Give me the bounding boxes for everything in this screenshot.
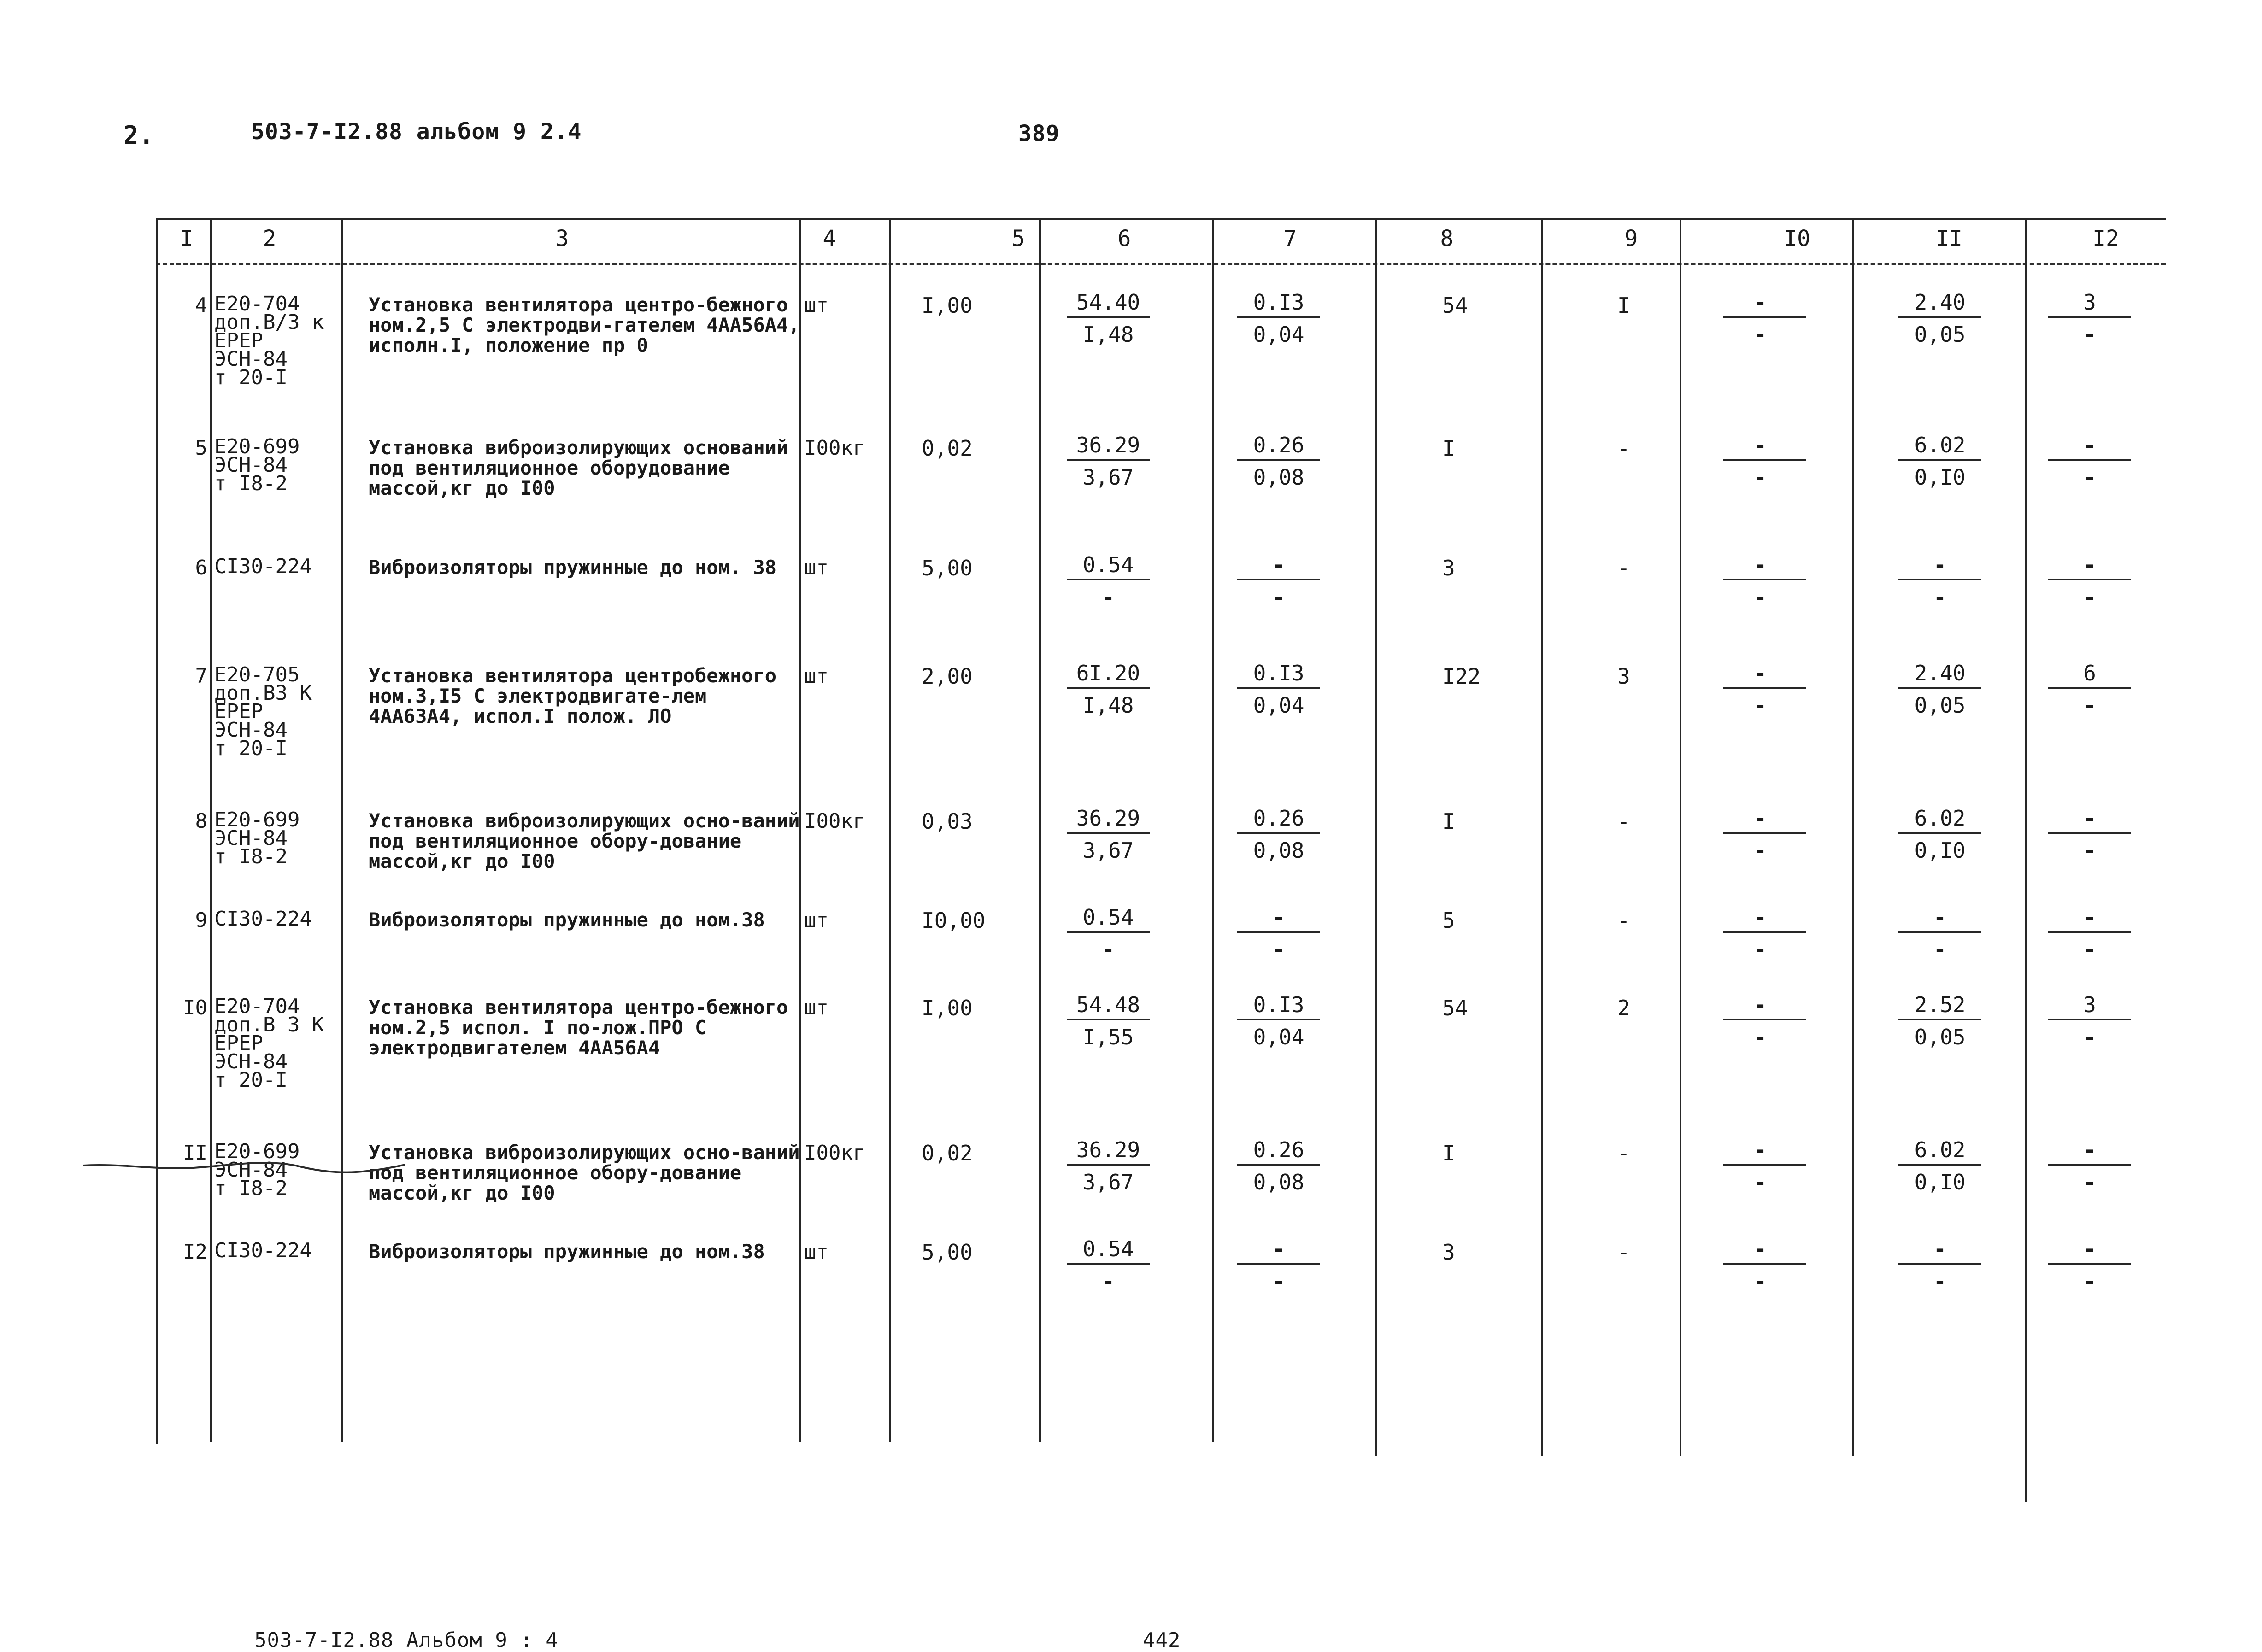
cost-labor-rule	[1237, 832, 1320, 834]
column-divider	[1852, 218, 1854, 1456]
machine-cost-rule	[1723, 931, 1806, 933]
total-labor: 2	[1617, 996, 1630, 1020]
resource-code: Е20-704 доп.В 3 К ЕРЕР ЭСН-84 т 20-I	[214, 995, 324, 1092]
cost-base	[1062, 1237, 1154, 1293]
resource-code: Е20-699 ЭСН-84 т I8-2	[214, 435, 300, 495]
quantity: I,00	[922, 293, 973, 318]
machine-labor-denominator: -	[1933, 585, 1946, 609]
column-divider	[1212, 218, 1214, 1442]
labor-hours	[2048, 433, 2131, 489]
row-number: I2	[183, 1240, 207, 1264]
cost-base-rule	[1067, 832, 1150, 834]
machine-labor-rule	[1898, 1164, 1981, 1166]
cost-base-denominator: -	[1102, 585, 1115, 609]
machine-cost-denominator: -	[1754, 693, 1767, 718]
cost-base	[1062, 1138, 1154, 1194]
cost-base-numerator: 36.29	[1076, 806, 1140, 831]
cost-labor-denominator: 0,04	[1253, 1025, 1304, 1049]
machine-labor-rule	[1898, 1263, 1981, 1265]
unit: шт	[804, 556, 828, 580]
work-description: Виброизоляторы пружинные до ном. 38	[369, 556, 777, 579]
cost-labor	[1237, 1237, 1320, 1293]
labor-hours-numerator: -	[2083, 905, 2096, 930]
machine-cost-rule	[1723, 459, 1806, 461]
labor-hours	[2048, 806, 2131, 862]
cost-labor	[1237, 905, 1320, 961]
cost-labor	[1237, 553, 1320, 609]
row-number: 5	[195, 436, 207, 460]
row-number: II	[183, 1141, 207, 1165]
labor-hours	[2048, 553, 2131, 609]
machine-cost-denominator: -	[1754, 585, 1767, 609]
column-header: 3	[555, 226, 569, 252]
cost-base	[1062, 433, 1154, 489]
quantity: 5,00	[922, 1240, 973, 1265]
labor-hours-rule	[2048, 687, 2131, 689]
machine-labor	[1894, 553, 1986, 609]
machine-labor-rule	[1898, 459, 1981, 461]
labor-hours-rule	[2048, 832, 2131, 834]
column-divider	[341, 218, 343, 1442]
cost-labor	[1237, 433, 1320, 489]
total-cost: I22	[1442, 664, 1481, 689]
column-divider	[1375, 218, 1377, 1456]
column-header: 6	[1117, 226, 1131, 252]
labor-hours	[2048, 661, 2131, 717]
total-labor: -	[1617, 1240, 1630, 1265]
machine-cost	[1723, 806, 1797, 862]
column-header: I	[180, 226, 194, 252]
machine-cost-denominator: -	[1754, 838, 1767, 863]
labor-hours	[2048, 905, 2131, 961]
machine-cost-denominator: -	[1754, 465, 1767, 490]
cost-base-denominator: 3,67	[1082, 465, 1134, 490]
column-header: 7	[1283, 226, 1297, 252]
cost-base-rule	[1067, 1263, 1150, 1265]
cost-labor-denominator: 0,08	[1253, 1170, 1304, 1195]
cost-labor-denominator: -	[1272, 1269, 1285, 1294]
machine-cost-denominator: -	[1754, 322, 1767, 347]
cost-labor-numerator: 0.26	[1253, 1137, 1304, 1162]
machine-labor-numerator: 6.02	[1914, 806, 1966, 831]
cost-base-numerator: 36.29	[1076, 433, 1140, 457]
machine-cost-numerator: -	[1754, 905, 1767, 930]
labor-hours-rule	[2048, 579, 2131, 580]
cost-labor-denominator: 0,04	[1253, 693, 1304, 718]
resource-code: СI30-224	[214, 555, 312, 578]
unit: шт	[804, 908, 828, 932]
unit: I00кг	[804, 809, 865, 833]
total-cost: 54	[1442, 293, 1468, 318]
labor-hours-numerator: 3	[2083, 290, 2096, 315]
machine-cost	[1723, 993, 1797, 1049]
machine-cost-denominator: -	[1754, 937, 1767, 962]
work-description: Установка вентилятора центробежного ном.3,I5 С электродвигате-лем 4АА63А4, испол.I полож. ЛО	[369, 664, 777, 727]
machine-cost	[1723, 433, 1797, 489]
machine-cost-rule	[1723, 687, 1806, 689]
cost-labor-denominator: 0,08	[1253, 465, 1304, 490]
footer-document-code: 503-7-I2.88 Альбом 9 : 4	[254, 1629, 558, 1652]
total-labor: -	[1617, 809, 1630, 834]
cost-labor-numerator: 0.I3	[1253, 290, 1304, 315]
column-divider	[889, 218, 891, 1442]
cost-base	[1062, 290, 1154, 346]
machine-labor	[1894, 661, 1986, 717]
unit: I00кг	[804, 436, 865, 460]
page-number: 389	[1018, 121, 1060, 146]
labor-hours-rule	[2048, 1164, 2131, 1166]
machine-labor-numerator: -	[1933, 905, 1946, 930]
cost-labor-numerator: -	[1272, 905, 1285, 930]
unit: шт	[804, 996, 828, 1019]
cost-base-denominator: I,48	[1082, 322, 1134, 347]
cost-labor	[1237, 661, 1320, 717]
machine-cost-numerator: -	[1754, 1236, 1767, 1261]
resource-code: Е20-699 ЭСН-84 т I8-2	[214, 1140, 300, 1200]
unit: шт	[804, 1240, 828, 1264]
unit: шт	[804, 293, 828, 317]
machine-cost	[1723, 553, 1797, 609]
cost-labor-rule	[1237, 1164, 1320, 1166]
quantity: 0,02	[922, 1141, 973, 1166]
labor-hours	[2048, 993, 2131, 1049]
column-header: I2	[2092, 226, 2119, 252]
total-labor: -	[1617, 1141, 1630, 1166]
cost-base-rule	[1067, 931, 1150, 933]
cost-base-denominator: I,48	[1082, 693, 1134, 718]
cost-labor-numerator: 0.I3	[1253, 661, 1304, 685]
labor-hours-numerator: 6	[2083, 661, 2096, 685]
labor-hours-rule	[2048, 1263, 2131, 1265]
quantity: I0,00	[922, 908, 986, 933]
cost-labor-denominator: -	[1272, 585, 1285, 609]
machine-labor-rule	[1898, 1019, 1981, 1020]
labor-hours-rule	[2048, 1019, 2131, 1020]
labor-hours-denominator: -	[2083, 693, 2096, 718]
cost-labor-numerator: 0.26	[1253, 433, 1304, 457]
cost-labor-denominator: -	[1272, 937, 1285, 962]
labor-hours-numerator: -	[2083, 806, 2096, 831]
machine-labor-denominator: 0,I0	[1914, 465, 1966, 490]
machine-cost-rule	[1723, 316, 1806, 318]
total-labor: -	[1617, 436, 1630, 461]
cost-labor-rule	[1237, 316, 1320, 318]
labor-hours-numerator: -	[2083, 433, 2096, 457]
total-cost: 54	[1442, 996, 1468, 1020]
total-labor: -	[1617, 908, 1630, 933]
cost-base-numerator: 0.54	[1082, 905, 1134, 930]
cost-labor-numerator: -	[1272, 552, 1285, 577]
cost-labor-rule	[1237, 931, 1320, 933]
cost-base-numerator: 0.54	[1082, 1236, 1134, 1261]
machine-cost-denominator: -	[1754, 1170, 1767, 1195]
machine-cost-denominator: -	[1754, 1025, 1767, 1049]
scan-artifact-line	[83, 1147, 405, 1184]
row-number: 9	[195, 908, 207, 932]
cost-base-rule	[1067, 687, 1150, 689]
cost-labor-rule	[1237, 687, 1320, 689]
labor-hours-denominator: -	[2083, 465, 2096, 490]
column-divider	[2025, 218, 2027, 1502]
machine-labor-numerator: -	[1933, 1236, 1946, 1261]
cost-labor-denominator: 0,04	[1253, 322, 1304, 347]
cost-labor-numerator: 0.26	[1253, 806, 1304, 831]
total-cost: 3	[1442, 1240, 1455, 1265]
quantity: 2,00	[922, 664, 973, 689]
machine-labor	[1894, 993, 1986, 1049]
machine-labor-rule	[1898, 832, 1981, 834]
labor-hours	[2048, 1237, 2131, 1293]
column-divider	[1680, 218, 1681, 1456]
labor-hours-rule	[2048, 459, 2131, 461]
machine-labor-numerator: 2.40	[1914, 290, 1966, 315]
row-number: 4	[195, 293, 207, 317]
work-description: Установка вентилятора центро-бежного ном.2,5 С электродви-гателем 4АА56А4, исполн.I, положение пр 0	[369, 293, 800, 357]
machine-cost-numerator: -	[1754, 290, 1767, 315]
cost-base-numerator: 36.29	[1076, 1137, 1140, 1162]
machine-cost-numerator: -	[1754, 661, 1767, 685]
quantity: I,00	[922, 996, 973, 1020]
work-description: Виброизоляторы пружинные до ном.38	[369, 1240, 765, 1263]
machine-labor-denominator: 0,05	[1914, 322, 1966, 347]
cost-base	[1062, 905, 1154, 961]
machine-labor	[1894, 905, 1986, 961]
machine-labor-rule	[1898, 316, 1981, 318]
cost-labor-numerator: -	[1272, 1236, 1285, 1261]
cost-base-numerator: 54.48	[1076, 992, 1140, 1017]
machine-cost	[1723, 905, 1797, 961]
row-number: 6	[195, 556, 207, 580]
cost-labor	[1237, 806, 1320, 862]
resource-code: Е20-699 ЭСН-84 т I8-2	[214, 808, 300, 868]
column-header: I0	[1784, 226, 1810, 252]
row-number: I0	[183, 996, 207, 1019]
labor-hours-numerator: -	[2083, 552, 2096, 577]
machine-labor-numerator: 2.40	[1914, 661, 1966, 685]
labor-hours-numerator: -	[2083, 1137, 2096, 1162]
machine-cost-rule	[1723, 832, 1806, 834]
total-cost: I	[1442, 809, 1455, 834]
machine-cost-numerator: -	[1754, 433, 1767, 457]
cost-base-numerator: 54.40	[1076, 290, 1140, 315]
work-description: Виброизоляторы пружинные до ном.38	[369, 908, 765, 931]
cost-base-denominator: 3,67	[1082, 1170, 1134, 1195]
work-description: Установка виброизолирующих осно-ваний под вентиляционное обору-дование массой,кг до I00	[369, 809, 800, 873]
machine-labor-denominator: 0,05	[1914, 693, 1966, 718]
machine-labor-numerator: 2.52	[1914, 992, 1966, 1017]
machine-labor	[1894, 1138, 1986, 1194]
machine-cost-numerator: -	[1754, 806, 1767, 831]
column-divider	[1541, 218, 1543, 1456]
machine-cost-numerator: -	[1754, 552, 1767, 577]
work-description: Установка виброизолирующих осно-ваний под вентиляционное обору-дование массой,кг до I00	[369, 1141, 800, 1204]
cost-labor	[1237, 1138, 1320, 1194]
cost-labor	[1237, 290, 1320, 346]
footer-page-number: 442	[1143, 1629, 1181, 1652]
cost-base	[1062, 993, 1154, 1049]
machine-cost-rule	[1723, 579, 1806, 580]
column-header: 8	[1440, 226, 1454, 252]
resource-code: СI30-224	[214, 907, 312, 931]
machine-labor-numerator: 6.02	[1914, 433, 1966, 457]
cost-labor-denominator: 0,08	[1253, 838, 1304, 863]
labor-hours-rule	[2048, 316, 2131, 318]
labor-hours-denominator: -	[2083, 1170, 2096, 1195]
labor-hours	[2048, 1138, 2131, 1194]
work-description: Установка виброизолирующих оснований под вентиляционное оборудование массой,кг до I00	[369, 436, 788, 499]
row-number: 7	[195, 664, 207, 688]
cost-labor-rule	[1237, 1019, 1320, 1020]
labor-hours-denominator: -	[2083, 322, 2096, 347]
cost-labor	[1237, 993, 1320, 1049]
cost-base-denominator: -	[1102, 1269, 1115, 1294]
quantity: 0,03	[922, 809, 973, 834]
machine-labor-rule	[1898, 579, 1981, 580]
header-dashed-separator	[156, 263, 2166, 265]
cost-base-rule	[1067, 316, 1150, 318]
machine-labor-numerator: -	[1933, 552, 1946, 577]
total-labor: -	[1617, 556, 1630, 580]
total-labor: I	[1617, 293, 1630, 318]
cost-base-denominator: I,55	[1082, 1025, 1134, 1049]
page-mark: 2.	[123, 121, 155, 150]
column-header: 5	[1011, 226, 1025, 252]
machine-cost-rule	[1723, 1019, 1806, 1020]
work-description: Установка вентилятора центро-бежного ном.2,5 испол. I по-лож.ПРО С электродвигателем 4АА56А4	[369, 996, 788, 1059]
machine-labor	[1894, 1237, 1986, 1293]
machine-labor	[1894, 290, 1986, 346]
column-divider	[156, 220, 158, 1444]
machine-cost	[1723, 290, 1797, 346]
machine-cost-rule	[1723, 1164, 1806, 1166]
labor-hours-denominator: -	[2083, 585, 2096, 609]
labor-hours-numerator: 3	[2083, 992, 2096, 1017]
machine-labor-denominator: -	[1933, 937, 1946, 962]
resource-code: СI30-224	[214, 1239, 312, 1262]
quantity: 0,02	[922, 436, 973, 461]
column-divider	[210, 218, 212, 1442]
resource-code: Е20-704 доп.В/3 к ЕРЕР ЭСН-84 т 20-I	[214, 292, 324, 389]
row-number: 8	[195, 809, 207, 833]
cost-base-rule	[1067, 1019, 1150, 1020]
total-cost: I	[1442, 1141, 1455, 1166]
cost-base-numerator: 0.54	[1082, 552, 1134, 577]
labor-hours-denominator: -	[2083, 937, 2096, 962]
labor-hours-numerator: -	[2083, 1236, 2096, 1261]
machine-cost-numerator: -	[1754, 992, 1767, 1017]
column-header: 9	[1624, 226, 1638, 252]
resource-code: Е20-705 доп.В3 К ЕРЕР ЭСН-84 т 20-I	[214, 663, 312, 760]
document-code: 503-7-I2.88 альбом 9 2.4	[251, 119, 582, 145]
machine-labor-numerator: 6.02	[1914, 1137, 1966, 1162]
cost-base-denominator: 3,67	[1082, 838, 1134, 863]
machine-cost-rule	[1723, 1263, 1806, 1265]
table-top-border	[156, 218, 2166, 220]
cost-base	[1062, 806, 1154, 862]
cost-labor-rule	[1237, 579, 1320, 580]
column-header: II	[1936, 226, 1962, 252]
machine-cost	[1723, 661, 1797, 717]
machine-labor	[1894, 433, 1986, 489]
labor-hours-denominator: -	[2083, 1025, 2096, 1049]
machine-cost-numerator: -	[1754, 1137, 1767, 1162]
cost-base-rule	[1067, 579, 1150, 580]
cost-base	[1062, 553, 1154, 609]
labor-hours-denominator: -	[2083, 1269, 2096, 1294]
machine-cost	[1723, 1237, 1797, 1293]
machine-labor-rule	[1898, 687, 1981, 689]
total-cost: 5	[1442, 908, 1455, 933]
cost-labor-rule	[1237, 459, 1320, 461]
total-labor: 3	[1617, 664, 1630, 689]
column-header: 2	[263, 226, 276, 252]
cost-base	[1062, 661, 1154, 717]
cost-labor-numerator: 0.I3	[1253, 992, 1304, 1017]
machine-labor-denominator: 0,I0	[1914, 838, 1966, 863]
cost-base-numerator: 6I.20	[1076, 661, 1140, 685]
cost-labor-rule	[1237, 1263, 1320, 1265]
column-header: 4	[823, 226, 836, 252]
unit: шт	[804, 664, 828, 688]
machine-labor-denominator: 0,05	[1914, 1025, 1966, 1049]
unit: I00кг	[804, 1141, 865, 1165]
labor-hours	[2048, 290, 2131, 346]
machine-labor-denominator: -	[1933, 1269, 1946, 1294]
machine-labor	[1894, 806, 1986, 862]
machine-labor-rule	[1898, 931, 1981, 933]
machine-cost-denominator: -	[1754, 1269, 1767, 1294]
cost-base-rule	[1067, 1164, 1150, 1166]
labor-hours-rule	[2048, 931, 2131, 933]
labor-hours-denominator: -	[2083, 838, 2096, 863]
machine-cost	[1723, 1138, 1797, 1194]
cost-base-rule	[1067, 459, 1150, 461]
cost-base-denominator: -	[1102, 937, 1115, 962]
total-cost: I	[1442, 436, 1455, 461]
machine-labor-denominator: 0,I0	[1914, 1170, 1966, 1195]
total-cost: 3	[1442, 556, 1455, 580]
column-divider	[1039, 218, 1041, 1442]
quantity: 5,00	[922, 556, 973, 580]
